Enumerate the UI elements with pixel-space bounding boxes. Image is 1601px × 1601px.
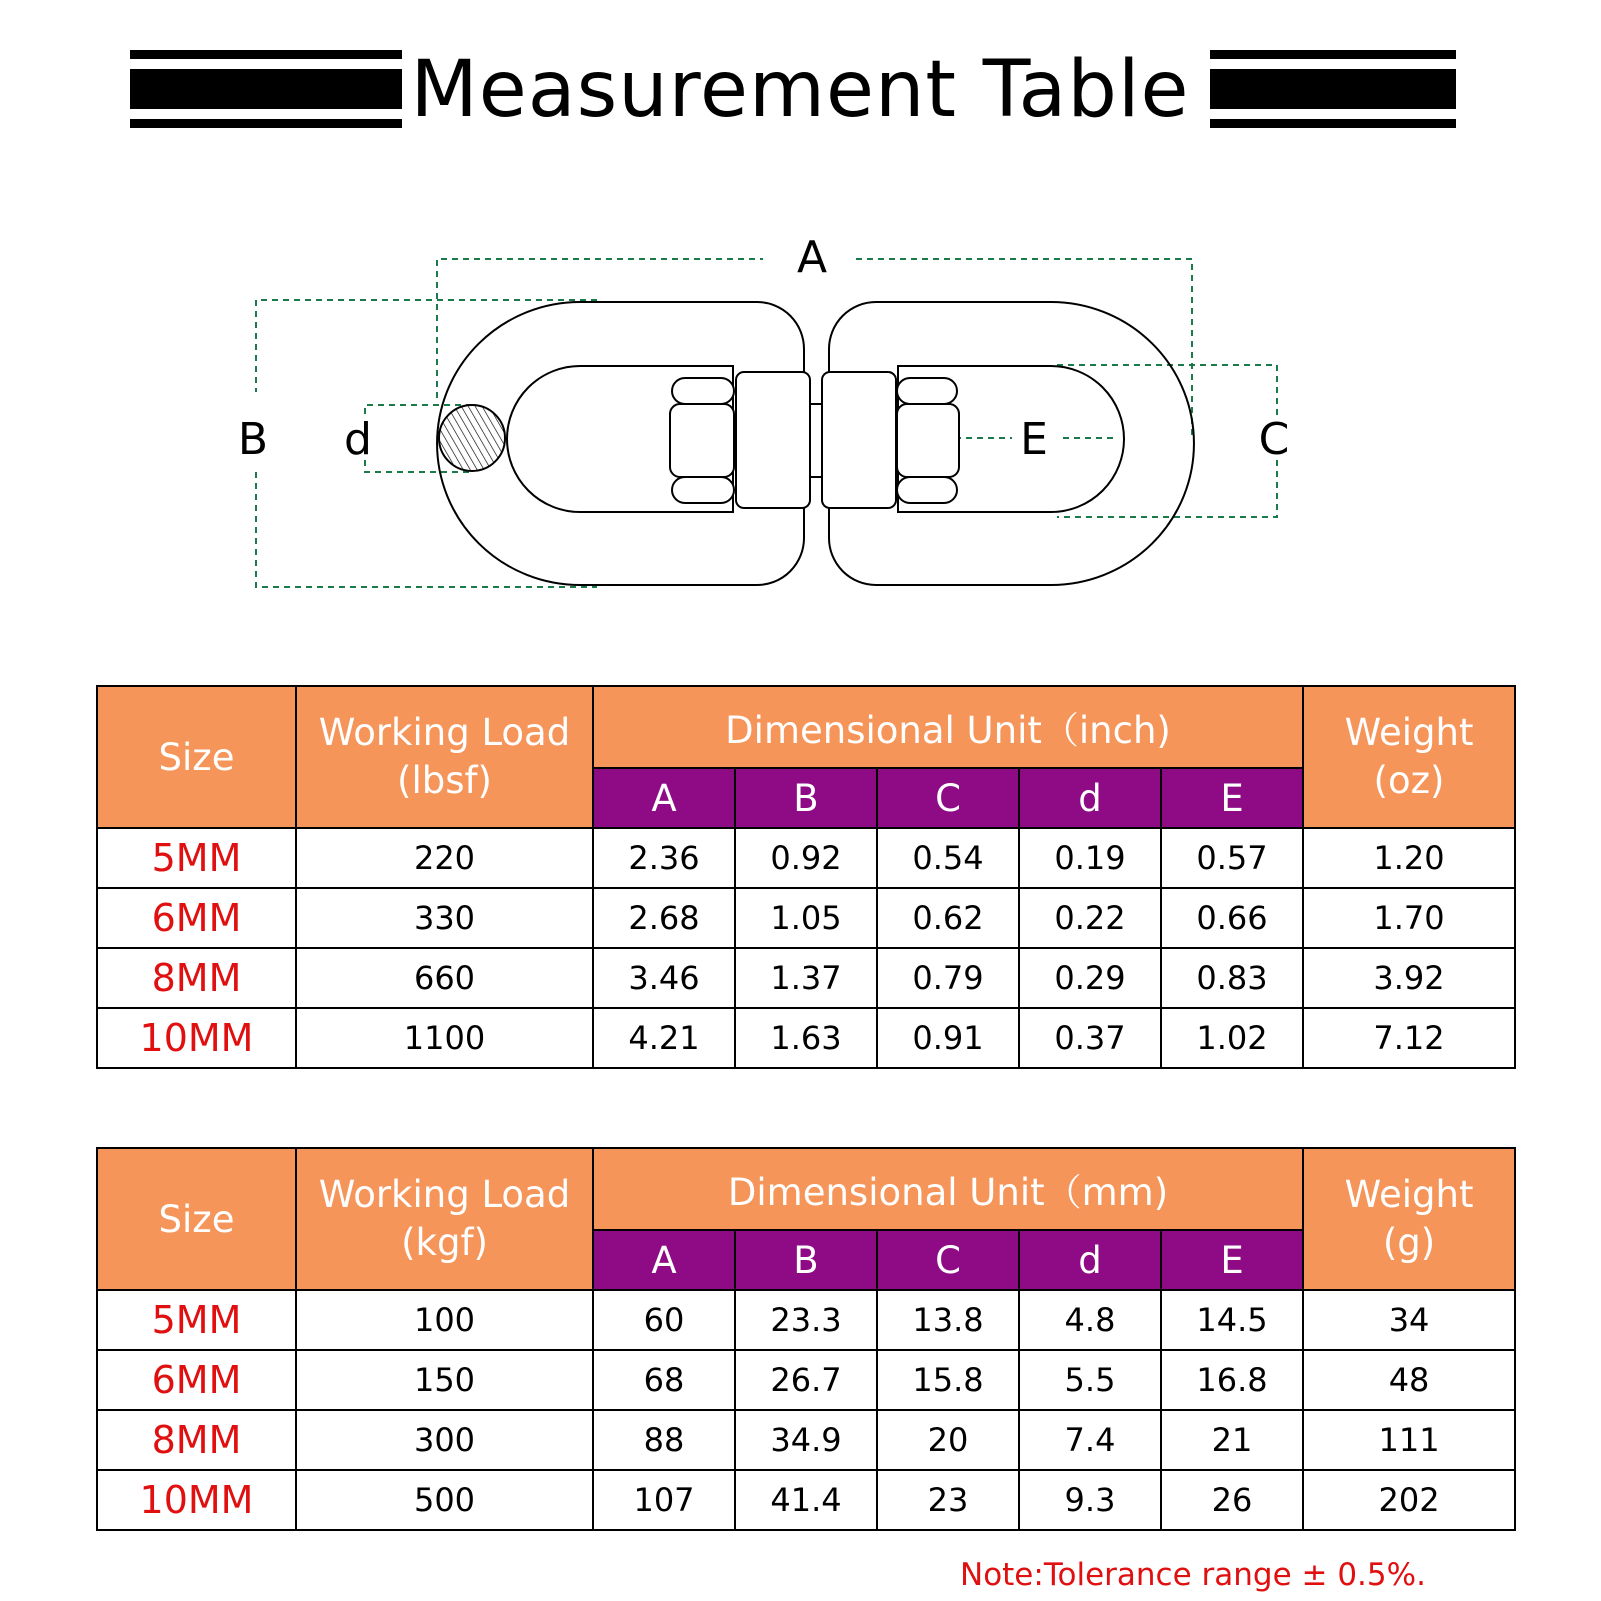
left-nut [670, 372, 810, 508]
table-row [97, 948, 1515, 1008]
load-cell: 100 [296, 1290, 593, 1350]
size-cell: 8MM [97, 1410, 296, 1470]
dim-a-cell: 68 [593, 1350, 735, 1410]
header-working-load: Working Load (kgf) [296, 1148, 593, 1290]
table-row [97, 1350, 1515, 1410]
dim-e-cell: 0.66 [1161, 888, 1303, 948]
header-dimensional-unit: Dimensional Unit（mm) [593, 1148, 1303, 1230]
dim-d-cell: 9.3 [1019, 1470, 1161, 1530]
weight-cell: 202 [1303, 1470, 1515, 1530]
load-cell: 660 [296, 948, 593, 1008]
subheader-d: d [1019, 1230, 1161, 1290]
dim-c-cell: 20 [877, 1410, 1019, 1470]
dim-d-cell: 0.22 [1019, 888, 1161, 948]
load-cell: 300 [296, 1410, 593, 1470]
subheader-a: A [593, 768, 735, 828]
label-b: B [237, 414, 269, 465]
table-row [97, 1290, 1515, 1350]
header-weight: Weight (oz) [1303, 686, 1515, 828]
dim-c-cell: 0.54 [877, 828, 1019, 888]
dim-b-cell: 23.3 [735, 1290, 877, 1350]
header-size: Size [97, 1148, 296, 1290]
table-row [97, 888, 1515, 948]
dim-e-cell: 1.02 [1161, 1008, 1303, 1068]
weight-cell: 48 [1303, 1350, 1515, 1410]
dim-d-cell: 4.8 [1019, 1290, 1161, 1350]
dim-b-cell: 34.9 [735, 1410, 877, 1470]
dim-d-cell: 0.19 [1019, 828, 1161, 888]
size-cell: 6MM [97, 888, 296, 948]
dim-c-cell: 13.8 [877, 1290, 1019, 1350]
weight-cell: 1.70 [1303, 888, 1515, 948]
subheader-e: E [1161, 768, 1303, 828]
subheader-a: A [593, 1230, 735, 1290]
weight-cell: 7.12 [1303, 1008, 1515, 1068]
weight-cell: 34 [1303, 1290, 1515, 1350]
tolerance-note: Note:Tolerance range ± 0.5%. [960, 1557, 1426, 1593]
size-cell: 5MM [97, 1290, 296, 1350]
dim-d-cell: 7.4 [1019, 1410, 1161, 1470]
label-c: C [1258, 414, 1290, 465]
load-cell: 500 [296, 1470, 593, 1530]
right-nut [822, 372, 959, 508]
label-d: d [344, 414, 372, 465]
subheader-c: C [877, 768, 1019, 828]
table-row [97, 1410, 1515, 1470]
load-cell: 150 [296, 1350, 593, 1410]
dim-a-cell: 2.68 [593, 888, 735, 948]
dim-e-cell: 21 [1161, 1410, 1303, 1470]
spec-table-inch [96, 685, 1516, 1069]
dim-c-cell: 0.91 [877, 1008, 1019, 1068]
title-row [0, 40, 1601, 140]
header-weight: Weight (g) [1303, 1148, 1515, 1290]
dim-a-cell: 60 [593, 1290, 735, 1350]
dim-b-cell: 1.63 [735, 1008, 877, 1068]
dim-b-cell: 1.05 [735, 888, 877, 948]
dim-b-cell: 0.92 [735, 828, 877, 888]
weight-cell: 1.20 [1303, 828, 1515, 888]
size-cell: 6MM [97, 1350, 296, 1410]
label-e: E [1020, 414, 1048, 465]
dim-c-cell: 15.8 [877, 1350, 1019, 1410]
table-row [97, 1008, 1515, 1068]
dim-c-cell: 0.79 [877, 948, 1019, 1008]
swivel-diagram [0, 220, 1601, 620]
dim-b-cell: 41.4 [735, 1470, 877, 1530]
dim-b-cell: 26.7 [735, 1350, 877, 1410]
section-circle [435, 401, 509, 475]
table-row [97, 1470, 1515, 1530]
dim-e-cell: 16.8 [1161, 1350, 1303, 1410]
dim-d-cell: 0.29 [1019, 948, 1161, 1008]
dim-e-cell: 26 [1161, 1470, 1303, 1530]
dim-a-cell: 4.21 [593, 1008, 735, 1068]
dim-e-cell: 0.83 [1161, 948, 1303, 1008]
load-cell: 1100 [296, 1008, 593, 1068]
load-cell: 330 [296, 888, 593, 948]
size-cell: 10MM [97, 1008, 296, 1068]
center-pin [810, 404, 822, 477]
table-row [97, 828, 1515, 888]
subheader-b: B [735, 768, 877, 828]
dim-b-cell: 1.37 [735, 948, 877, 1008]
dim-e-cell: 14.5 [1161, 1290, 1303, 1350]
dim-a-cell: 2.36 [593, 828, 735, 888]
dim-d-cell: 5.5 [1019, 1350, 1161, 1410]
dim-d-cell: 0.37 [1019, 1008, 1161, 1068]
subheader-d: d [1019, 768, 1161, 828]
header-working-load: Working Load (lbsf) [296, 686, 593, 828]
dim-a-cell: 107 [593, 1470, 735, 1530]
dim-a-cell: 3.46 [593, 948, 735, 1008]
header-size: Size [97, 686, 296, 828]
subheader-e: E [1161, 1230, 1303, 1290]
size-cell: 5MM [97, 828, 296, 888]
label-a: A [796, 232, 828, 283]
header-dimensional-unit: Dimensional Unit（inch) [593, 686, 1303, 768]
subheader-b: B [735, 1230, 877, 1290]
size-cell: 10MM [97, 1470, 296, 1530]
page-title: Measurement Table [410, 45, 1190, 135]
weight-cell: 111 [1303, 1410, 1515, 1470]
dim-c-cell: 23 [877, 1470, 1019, 1530]
title-decoration-right [1210, 50, 1456, 128]
title-decoration-left [130, 50, 402, 128]
spec-table-mm [96, 1147, 1516, 1531]
dim-c-cell: 0.62 [877, 888, 1019, 948]
subheader-c: C [877, 1230, 1019, 1290]
weight-cell: 3.92 [1303, 948, 1515, 1008]
load-cell: 220 [296, 828, 593, 888]
dim-e-cell: 0.57 [1161, 828, 1303, 888]
size-cell: 8MM [97, 948, 296, 1008]
dim-a-cell: 88 [593, 1410, 735, 1470]
